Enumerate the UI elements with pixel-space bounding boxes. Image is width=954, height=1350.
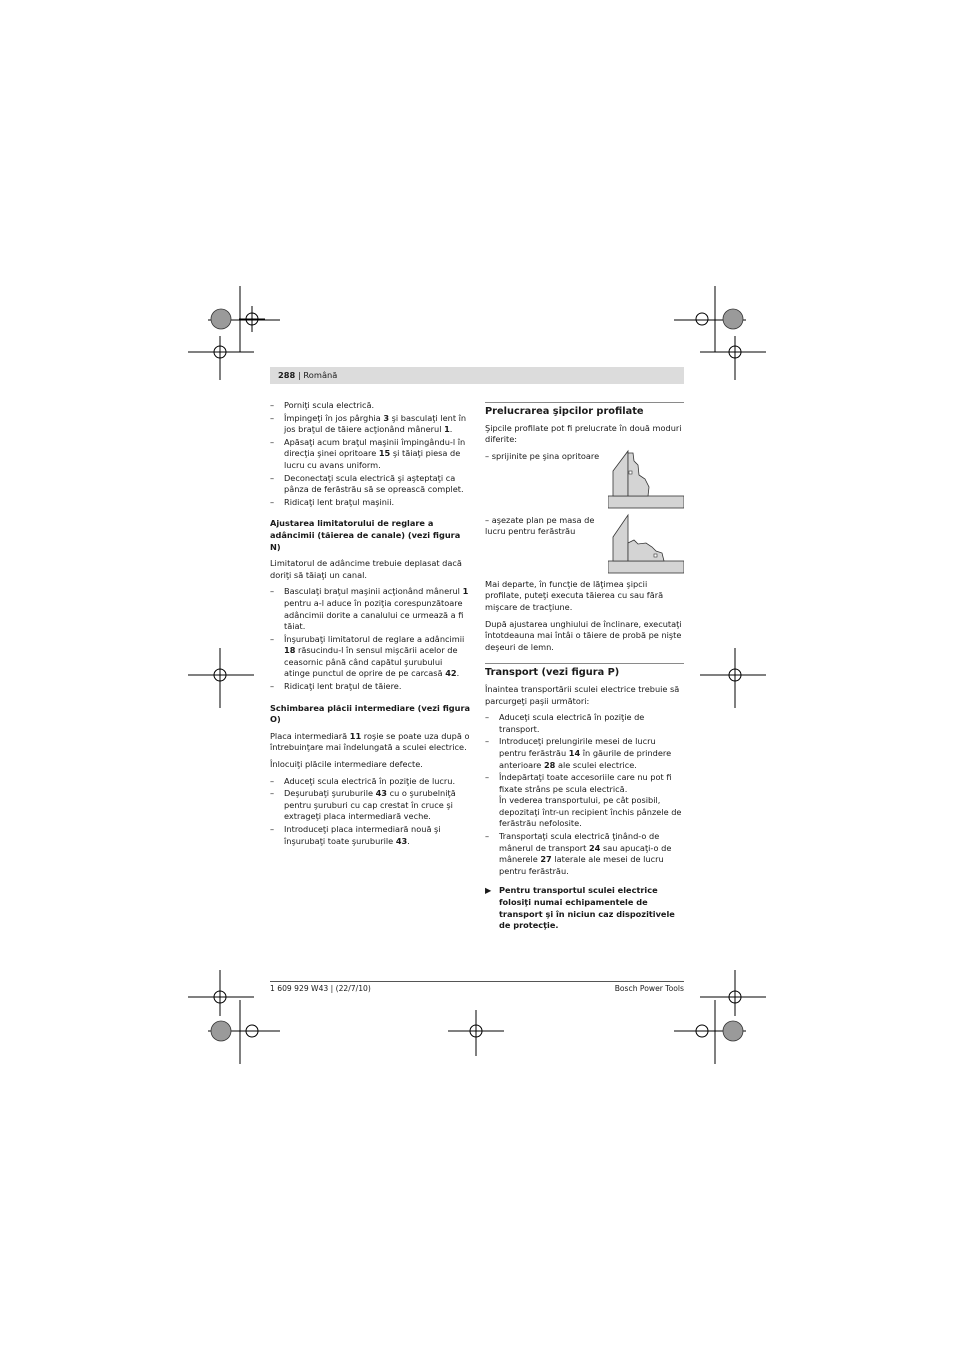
depth-intro: Limitatorul de adâncime trebuie deplasat dacă doriţi să tăiaţi un canal. xyxy=(270,558,462,580)
profiles-paragraph-1: Mai departe, în funcţie de lăţimea şipcii profilate, puteţi executa tăierea cu sau fără mişcare de tracţiune. xyxy=(485,578,664,612)
list-item: – Înşurubaţi limitatorul de reglare a adâncimii 18 răsucindu-l în sensul mişcării acelor de ceasornic până când capătul şurubului atinge punctul de oprire de pe carcasă 42. xyxy=(270,633,465,679)
dash-icon: – xyxy=(270,633,275,644)
list-item: – Introduceţi prelungirile mesei de lucru pentru ferăstrău 14 în găurile de prindere anterioare 28 ale sculei electrice. xyxy=(485,736,672,770)
section-divider xyxy=(485,663,684,664)
list-item: – Deconectaţi scula electrică şi aşteptaţi ca pânza de ferăstrău să se oprească complet. xyxy=(270,472,464,495)
warning-triangle-icon: ▶ xyxy=(485,885,492,896)
transport-intro: Înaintea transportării sculei electrice trebuie să parcurgeţi paşii următori: xyxy=(485,683,680,706)
right-column xyxy=(485,402,684,932)
list-item: – Deşurubaţi şuruburile 43 cu o şurubelniţă pentru şuruburi cu cap crestat în cruce şi extrageţi placa intermediară veche. xyxy=(270,788,456,822)
section-heading-depth: Ajustarea limitatorului de reglare a adâncimii (tăierea de canale) (vezi figura N) xyxy=(270,518,461,552)
profiles-intro: Şipcile profilate pot fi prelucrate în două moduri diferite: xyxy=(485,422,682,445)
dash-icon: – xyxy=(270,681,275,692)
list-item: – Apăsaţi acum braţul maşinii împingându-l în direcţia şinei opritoare 15 şi tăiaţi piesa de lucru cu avans uniform. xyxy=(270,436,466,470)
list-item: – Ridicaţi lent braţul maşinii. xyxy=(270,496,395,507)
list-item: – Aduceţi scula electrică în poziţie de lucru. xyxy=(270,775,456,786)
steps-list-1 xyxy=(270,400,470,508)
section-heading-plate: Schimbarea plăcii intermediare (vezi figura O) xyxy=(270,702,471,725)
figure-caption-flat: – aşezate plan pe masa de lucru pentru ferăstrău xyxy=(485,514,595,537)
list-item: – Ridicaţi lent braţul de tăiere. xyxy=(270,681,402,692)
profile-on-fence-illustration xyxy=(608,449,684,511)
list-item: – Introduceţi placa intermediară nouă şi înşurubaţi toate şuruburile 43. xyxy=(270,824,441,846)
figure-row-fence xyxy=(485,451,684,511)
footer-rule xyxy=(270,981,684,982)
list-item: – Îndepărtaţi toate accesoriile care nu pot fi fixate strâns pe scula electrică. În vederea transportului, pe cât posibil, depozitaţi într-un recipient închis pânzele de ferăstrău nefolosite. xyxy=(485,772,682,829)
steps-list-4 xyxy=(485,712,684,877)
page-footer xyxy=(270,981,684,993)
dash-icon: – xyxy=(270,400,275,410)
dash-icon: – xyxy=(270,472,275,483)
profiles-paragraph-2: După ajustarea unghiului de înclinare, executaţi întotdeauna mai întâi o tăiere de probă pe nişte deşeuri de lemn. xyxy=(485,618,682,652)
steps-list-2 xyxy=(270,586,470,692)
section-heading-transport: Transport (vezi figura P) xyxy=(485,667,620,679)
dash-icon: – xyxy=(270,788,275,799)
dash-icon: – xyxy=(270,775,275,786)
dash-icon: – xyxy=(485,772,490,783)
page-header xyxy=(270,367,684,384)
plate-paragraph-2: Înlocuiţi plăcile intermediare defecte. xyxy=(270,759,423,770)
section-heading-profiles: Prelucrarea şipcilor profilate xyxy=(485,406,644,417)
dash-icon: – xyxy=(485,712,490,723)
warning-note: ▶ Pentru transportul sculei electrice folosiţi numai echipamentele de transport şi în niciun caz dispozitivele de protecţie. xyxy=(485,885,675,931)
figure-caption-fence: – sprijinite pe şina opritoare xyxy=(485,450,600,461)
dash-icon: – xyxy=(485,831,490,842)
left-column xyxy=(270,400,470,852)
section-divider xyxy=(485,402,684,403)
footer-doc-code: 1 609 929 W43 | (22/7/10) xyxy=(270,984,371,993)
profile-flat-illustration xyxy=(608,513,684,575)
footer-brand: Bosch Power Tools xyxy=(614,984,684,993)
dash-icon: – xyxy=(270,412,275,423)
list-item: – Porniţi scula electrică. xyxy=(270,400,375,410)
list-item: – Împingeţi în jos pârghia 3 şi basculaţi lent în jos braţul de tăiere acţionând mânerul 1. xyxy=(270,412,467,435)
dash-icon: – xyxy=(485,736,490,747)
steps-list-3 xyxy=(270,776,470,848)
list-item: – Aduceţi scula electrică în poziţie de transport. xyxy=(485,712,645,734)
page-number: 288 xyxy=(278,370,296,380)
dash-icon: – xyxy=(270,824,275,834)
dash-icon: – xyxy=(270,436,275,447)
plate-paragraph-1: Placa intermediară 11 roşie se poate uza după o întrebuinţare mai îndelungată a sculei electrice. xyxy=(270,730,470,753)
dash-icon: – xyxy=(270,586,275,597)
figure-row-flat xyxy=(485,515,684,575)
header-language: | Română xyxy=(297,370,338,380)
dash-icon: – xyxy=(270,496,275,507)
list-item: – Basculaţi braţul maşinii acţionând mânerul 1 pentru a-l aduce în poziţia corespunzătoare adâncimii dorite a canalului ce urmează a fi tăiat. xyxy=(270,586,469,632)
list-item: – Transportaţi scula electrică ţinând-o de mânerul de transport 24 sau apucaţi-o de mânerele 27 laterale ale mesei de lucru pentru ferăstrău. xyxy=(485,831,672,876)
